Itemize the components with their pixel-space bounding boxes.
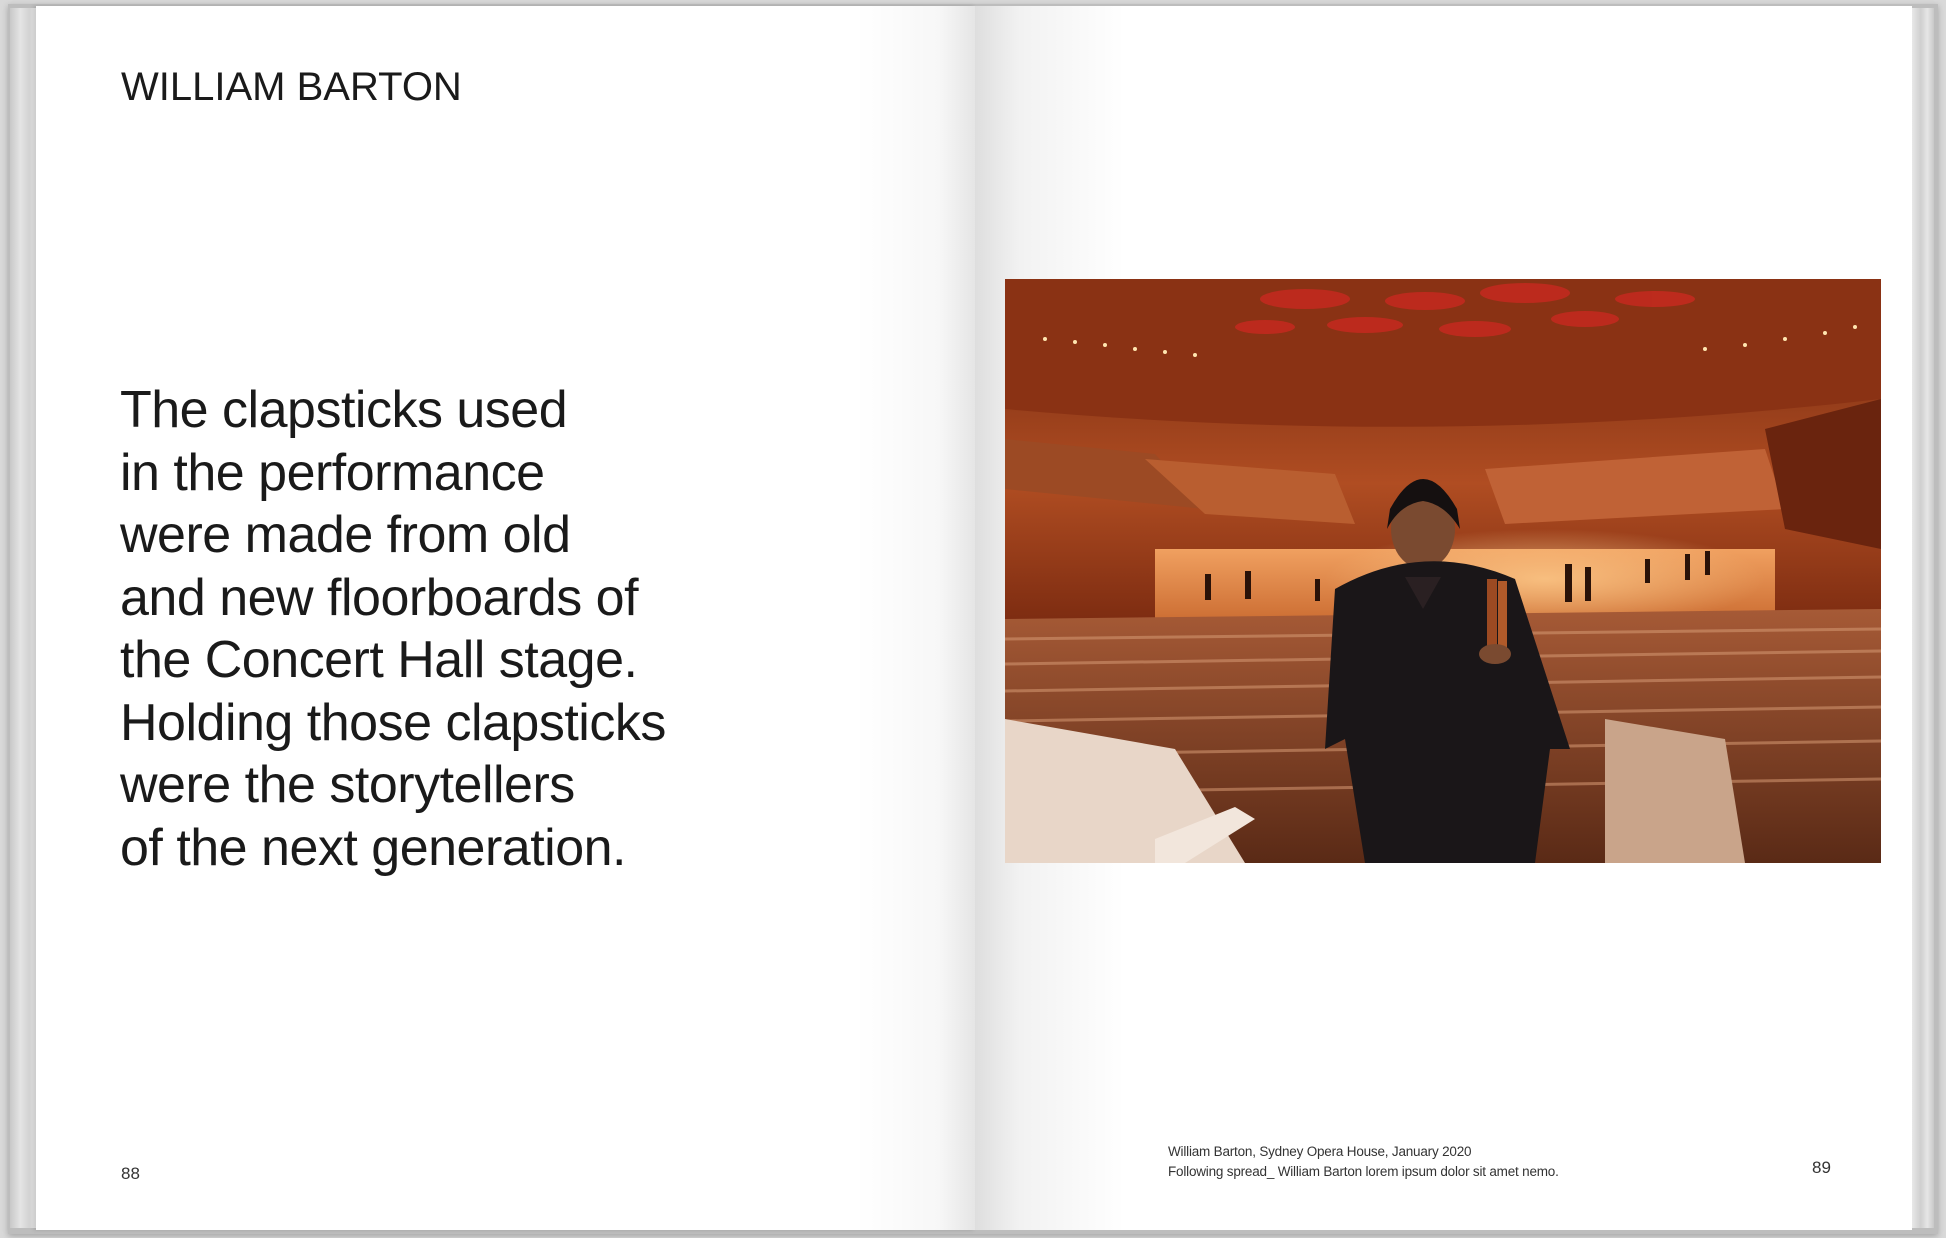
seat-back <box>1605 719 1745 863</box>
left-page <box>36 6 975 1230</box>
page-number-right: 89 <box>1812 1158 1831 1177</box>
page-edge-right <box>1912 8 1934 1228</box>
pull-quote-line: and new floorboards of <box>120 568 639 627</box>
pull-quote-line: the Concert Hall stage. <box>120 631 638 689</box>
photo-caption <box>1168 1142 1559 1182</box>
pull-quote <box>120 379 860 879</box>
pull-quote-line: in the performance <box>120 443 545 502</box>
pull-quote-line: The clapsticks used <box>120 381 568 439</box>
concert-hall-photo <box>1005 279 1881 863</box>
page-edge-left <box>10 8 36 1228</box>
pull-quote-line: were the storytellers <box>120 756 575 814</box>
running-head: WILLIAM BARTON <box>121 65 462 109</box>
caption-line: Following spread_ William Barton lorem ipsum dolor sit amet nemo. <box>1168 1164 1559 1179</box>
caption-line: William Barton, Sydney Opera House, January 2020 <box>1168 1144 1472 1159</box>
page-number-left: 88 <box>121 1164 140 1183</box>
pull-quote-line: of the next generation. <box>120 818 626 877</box>
pull-quote-line: Holding those clapsticks <box>120 693 666 752</box>
pull-quote-line: were made from old <box>120 506 571 564</box>
